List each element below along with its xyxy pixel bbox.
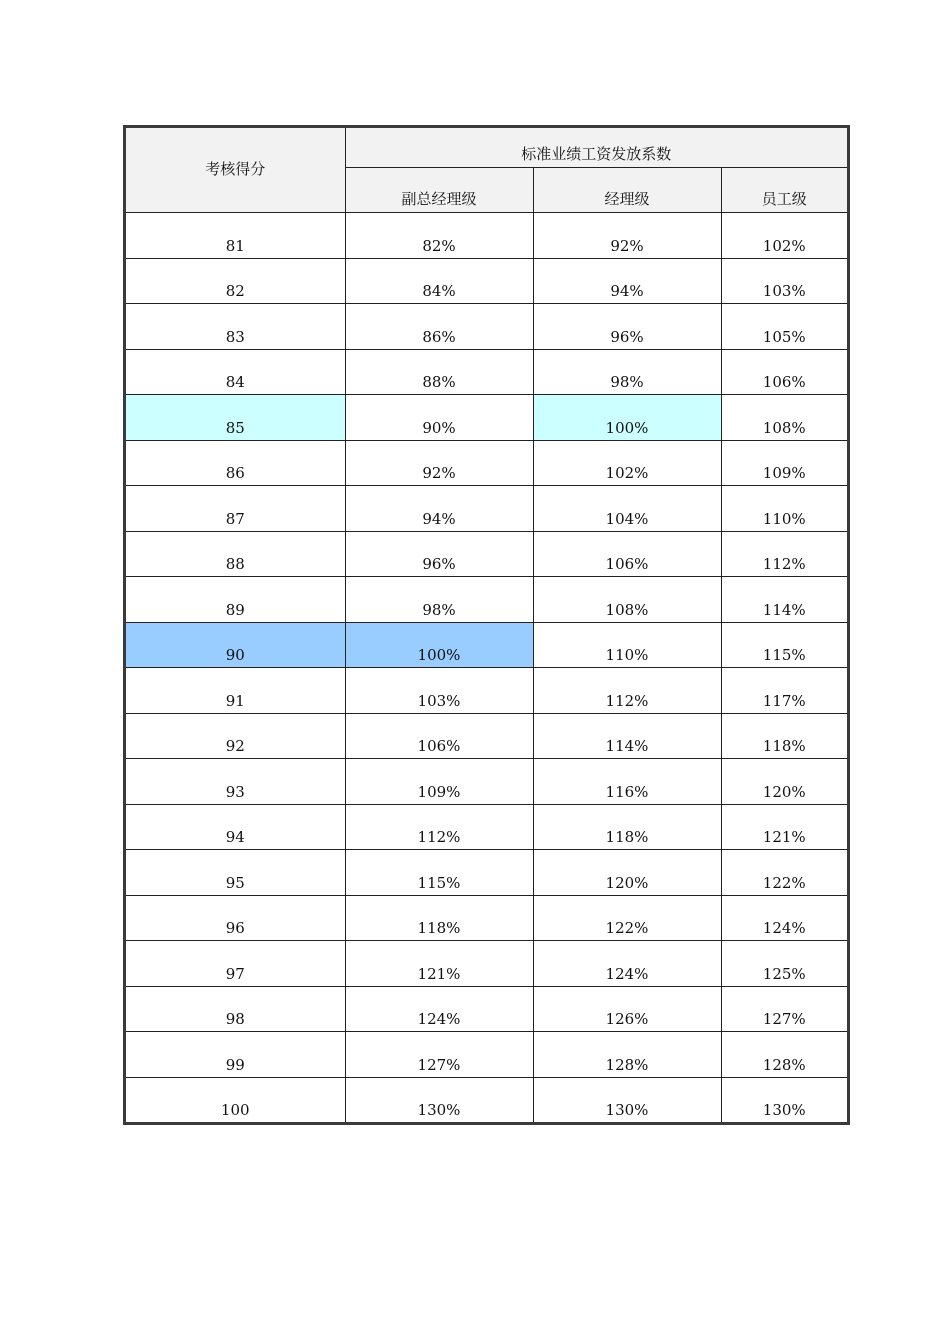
manager-coefficient-cell: 116% (533, 759, 721, 805)
manager-coefficient-cell: 126% (533, 986, 721, 1032)
staff-coefficient-cell: 117% (721, 668, 847, 714)
vp-coefficient-cell: 112% (345, 804, 533, 850)
table-row (126, 258, 847, 304)
table-row (126, 395, 847, 441)
vp-coefficient-cell: 121% (345, 941, 533, 987)
score-cell: 82 (126, 258, 345, 304)
vp-coefficient-cell: 103% (345, 668, 533, 714)
staff-coefficient-cell: 114% (721, 577, 847, 623)
vp-coefficient-cell: 88% (345, 349, 533, 395)
vp-coefficient-cell: 100% (345, 622, 533, 668)
staff-coefficient-cell: 102% (721, 213, 847, 259)
manager-level-header: 经理级 (533, 168, 721, 213)
score-cell: 86 (126, 440, 345, 486)
vp-coefficient-cell: 92% (345, 440, 533, 486)
vp-coefficient-cell: 90% (345, 395, 533, 441)
coefficient-table-frame (123, 125, 850, 1125)
table-row (126, 577, 847, 623)
score-cell: 90 (126, 622, 345, 668)
vp-coefficient-cell: 94% (345, 486, 533, 532)
score-cell: 84 (126, 349, 345, 395)
manager-coefficient-cell: 124% (533, 941, 721, 987)
manager-coefficient-cell: 128% (533, 1032, 721, 1078)
score-cell: 94 (126, 804, 345, 850)
staff-coefficient-cell: 108% (721, 395, 847, 441)
table-header (126, 128, 847, 213)
score-cell: 83 (126, 304, 345, 350)
score-cell: 96 (126, 895, 345, 941)
staff-coefficient-cell: 112% (721, 531, 847, 577)
score-column-header: 考核得分 (126, 128, 345, 213)
vp-coefficient-cell: 86% (345, 304, 533, 350)
staff-coefficient-cell: 125% (721, 941, 847, 987)
table-row (126, 1032, 847, 1078)
score-cell: 95 (126, 850, 345, 896)
score-cell: 88 (126, 531, 345, 577)
table-row (126, 531, 847, 577)
score-cell: 99 (126, 1032, 345, 1078)
manager-coefficient-cell: 92% (533, 213, 721, 259)
staff-coefficient-cell: 103% (721, 258, 847, 304)
manager-coefficient-cell: 98% (533, 349, 721, 395)
vp-coefficient-cell: 118% (345, 895, 533, 941)
staff-coefficient-cell: 115% (721, 622, 847, 668)
vp-coefficient-cell: 106% (345, 713, 533, 759)
vp-coefficient-cell: 96% (345, 531, 533, 577)
score-cell: 100 (126, 1077, 345, 1122)
staff-coefficient-cell: 105% (721, 304, 847, 350)
table-row (126, 213, 847, 259)
table-row (126, 1077, 847, 1122)
manager-coefficient-cell: 106% (533, 531, 721, 577)
table-row (126, 349, 847, 395)
table-row (126, 713, 847, 759)
manager-coefficient-cell: 96% (533, 304, 721, 350)
manager-coefficient-cell: 100% (533, 395, 721, 441)
table-row (126, 622, 847, 668)
manager-coefficient-cell: 122% (533, 895, 721, 941)
score-cell: 92 (126, 713, 345, 759)
score-cell: 93 (126, 759, 345, 805)
staff-coefficient-cell: 128% (721, 1032, 847, 1078)
manager-coefficient-cell: 94% (533, 258, 721, 304)
manager-coefficient-cell: 112% (533, 668, 721, 714)
manager-coefficient-cell: 114% (533, 713, 721, 759)
table-row (126, 804, 847, 850)
table-row (126, 759, 847, 805)
table-row (126, 941, 847, 987)
vp-coefficient-cell: 130% (345, 1077, 533, 1122)
score-cell: 81 (126, 213, 345, 259)
table-row (126, 440, 847, 486)
staff-coefficient-cell: 122% (721, 850, 847, 896)
vp-level-header: 副总经理级 (345, 168, 533, 213)
manager-coefficient-cell: 104% (533, 486, 721, 532)
score-cell: 91 (126, 668, 345, 714)
staff-coefficient-cell: 127% (721, 986, 847, 1032)
staff-level-header: 员工级 (721, 168, 847, 213)
manager-coefficient-cell: 108% (533, 577, 721, 623)
score-cell: 89 (126, 577, 345, 623)
table-row (126, 850, 847, 896)
score-cell: 97 (126, 941, 345, 987)
score-cell: 85 (126, 395, 345, 441)
staff-coefficient-cell: 110% (721, 486, 847, 532)
score-cell: 98 (126, 986, 345, 1032)
score-cell: 87 (126, 486, 345, 532)
table-row (126, 304, 847, 350)
vp-coefficient-cell: 109% (345, 759, 533, 805)
staff-coefficient-cell: 118% (721, 713, 847, 759)
vp-coefficient-cell: 115% (345, 850, 533, 896)
coefficient-group-header: 标准业绩工资发放系数 (345, 128, 847, 168)
vp-coefficient-cell: 98% (345, 577, 533, 623)
vp-coefficient-cell: 124% (345, 986, 533, 1032)
vp-coefficient-cell: 84% (345, 258, 533, 304)
table-body (126, 213, 847, 1123)
vp-coefficient-cell: 82% (345, 213, 533, 259)
table-row (126, 986, 847, 1032)
table-row (126, 486, 847, 532)
vp-coefficient-cell: 127% (345, 1032, 533, 1078)
staff-coefficient-cell: 124% (721, 895, 847, 941)
manager-coefficient-cell: 110% (533, 622, 721, 668)
staff-coefficient-cell: 109% (721, 440, 847, 486)
table-row (126, 895, 847, 941)
staff-coefficient-cell: 106% (721, 349, 847, 395)
manager-coefficient-cell: 118% (533, 804, 721, 850)
table-row (126, 668, 847, 714)
coefficient-table (126, 128, 847, 1122)
manager-coefficient-cell: 102% (533, 440, 721, 486)
manager-coefficient-cell: 130% (533, 1077, 721, 1122)
staff-coefficient-cell: 121% (721, 804, 847, 850)
manager-coefficient-cell: 120% (533, 850, 721, 896)
staff-coefficient-cell: 130% (721, 1077, 847, 1122)
staff-coefficient-cell: 120% (721, 759, 847, 805)
